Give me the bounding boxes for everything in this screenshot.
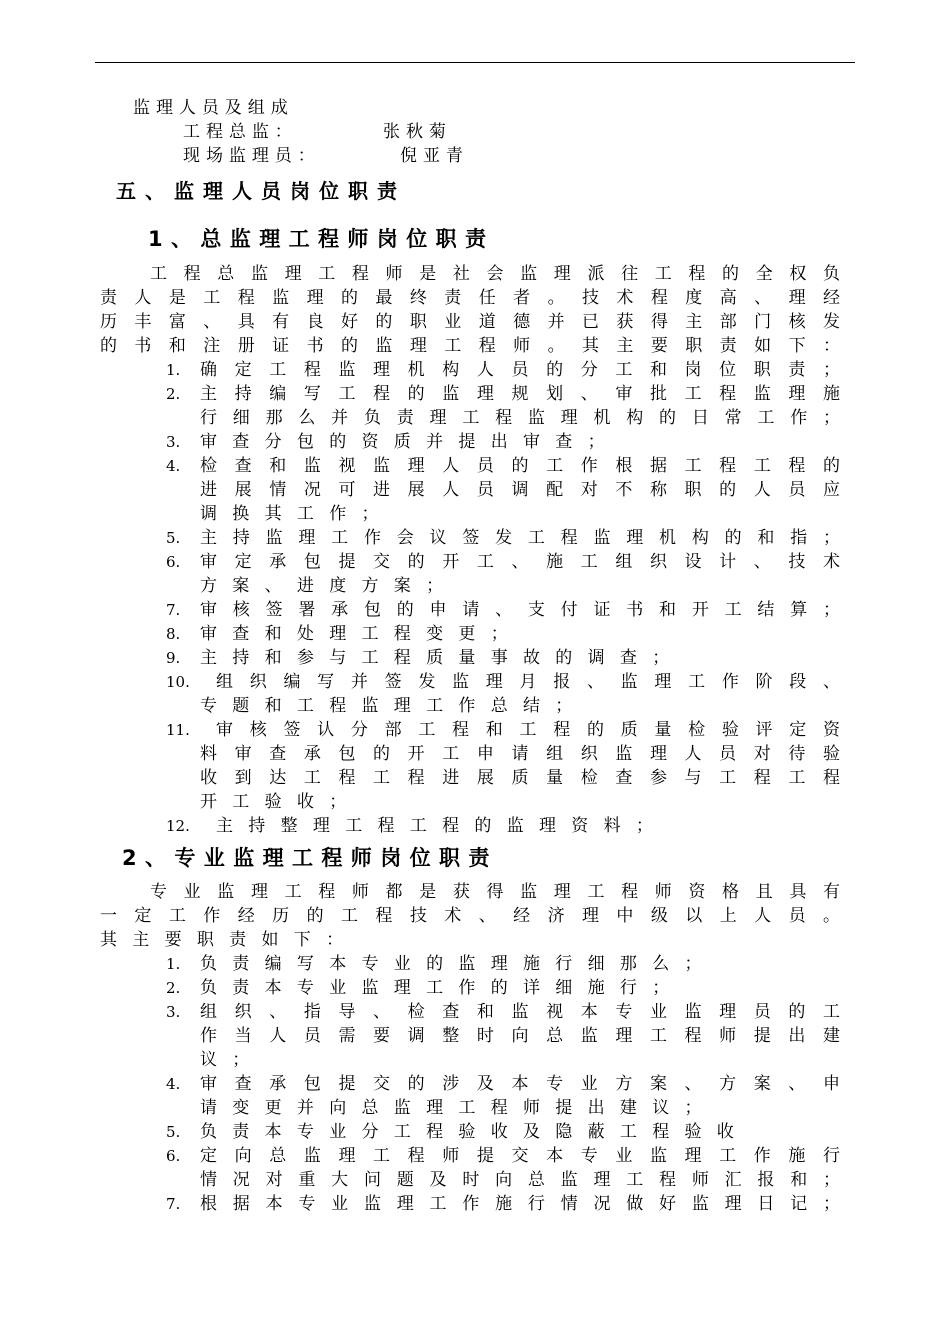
list-item-number: 7. [166,1195,181,1213]
site-name: 倪亚青 [400,146,469,166]
intro-line: 专业监理工程师都是获得监理工程师资格且具有 [150,882,840,902]
list-item-number: 11. [166,721,190,739]
list-item-number: 1. [166,955,181,973]
list-item-line: 议； [200,1050,265,1070]
list-item-line: 负责本专业监理工作的详细施行； [200,978,685,998]
list-item-number: 4. [166,457,181,475]
list-item-number: 6. [166,1147,181,1165]
list-item-line: 审核签认分部工程和工程的质量检验评定资 [216,720,840,740]
list-item-line: 组织编写并签发监理月报、监理工作阶段、 [216,672,840,692]
list-item-line: 负责本专业分工程验收及隐蔽工程验收 [200,1122,750,1142]
chief-name: 张秋菊 [383,122,452,142]
site-label: 现场监理员： [183,146,321,166]
list-item-line: 定向总监理工程师提交本专业监理工作施行 [200,1146,840,1166]
list-item-line: 审查和处理工程变更； [200,624,523,644]
list-item-line: 组织、指导、检查和监视本专业监理员的工 [200,1002,840,1022]
intro-line: 的书和注册证书的监理工程师。其主要职责如下： [100,336,840,356]
list-item-line: 审查分包的资质并提出审查； [200,432,620,452]
list-item-number: 5. [166,1123,181,1141]
intro-line: 历丰富、具有良好的职业道德并已获得主部门核发 [100,312,840,332]
list-item-line: 调换其工作； [200,504,394,524]
list-item-number: 10. [166,673,190,691]
list-item-number: 6. [166,553,181,571]
sub2-title: 2、专业监理工程师岗位职责 [122,846,498,870]
intro-line: 责人是工程监理的最终责任者。技术程度高、理经 [100,288,840,308]
intro-line: 一定工作经历的工程技术、经济理中级以上人员。 [100,906,840,926]
list-item-number: 2. [166,385,181,403]
list-item-line: 作当人员需要调整时向总监理工程师提出建 [200,1026,840,1046]
list-item-line: 主持和参与工程质量事故的调查； [200,648,685,668]
sub1-title: 1、总监理工程师岗位职责 [148,227,495,251]
list-item-line: 专题和工程监理工作总结； [200,696,588,716]
list-item-line: 确定工程监理机构人员的分工和岗位职责； [200,360,840,380]
list-item-line: 情况对重大问题及时向总监理工程师汇报和； [200,1170,840,1190]
list-item-number: 9. [166,649,181,667]
list-item-number: 4. [166,1075,181,1093]
list-item-line: 主持编写工程的监理规划、审批工程监理施 [200,384,840,404]
list-item-line: 根据本专业监理工作施行情况做好监理日记； [200,1194,840,1214]
list-item-number: 5. [166,529,181,547]
list-item-line: 请变更并向总监理工程师提出建议； [200,1098,717,1118]
list-item-line: 审定承包提交的开工、施工组织设计、技术 [200,552,840,572]
list-item-line: 方案、进度方案； [200,576,459,596]
list-item-line: 收到达工程工程进展质量检查参与工程工程 [200,768,840,788]
list-item-line: 开工验收； [200,792,362,812]
list-item-line: 料审查承包的开工申请组织监理人员对待验 [200,744,840,764]
list-item-number: 7. [166,601,181,619]
chief-label: 工程总监： [183,122,298,142]
list-item-line: 主持整理工程工程的监理资料； [216,816,669,836]
list-item-line: 进展情况可进展人员调配对不称职的人员应 [200,480,840,500]
list-item-number: 8. [166,625,181,643]
list-item-number: 3. [166,1003,181,1021]
list-item-line: 行细那么并负责理工程监理机构的日常工作； [200,408,840,428]
intro-line: 其主要职责如下： [100,930,359,950]
list-item-line: 审查承包提交的涉及本专业方案、方案、申 [200,1074,840,1094]
list-item-line: 审核签署承包的申请、支付证书和开工结算； [200,600,840,620]
section5-title: 五、监理人员岗位职责 [116,179,406,203]
list-item-line: 负责编写本专业的监理施行细那么； [200,954,717,974]
intro-line: 工程总监理工程师是社会监理派往工程的全权负 [150,264,840,284]
list-item-number: 12. [166,817,190,835]
staff-heading: 监理人员及组成 [133,98,294,118]
header-rule [95,62,855,63]
list-item-number: 2. [166,979,181,997]
list-item-line: 主持监理工作会议签发工程监理机构的和指； [200,528,840,548]
list-item-line: 检查和监视监理人员的工作根据工程工程的 [200,456,840,476]
list-item-number: 3. [166,433,181,451]
list-item-number: 1. [166,361,181,379]
